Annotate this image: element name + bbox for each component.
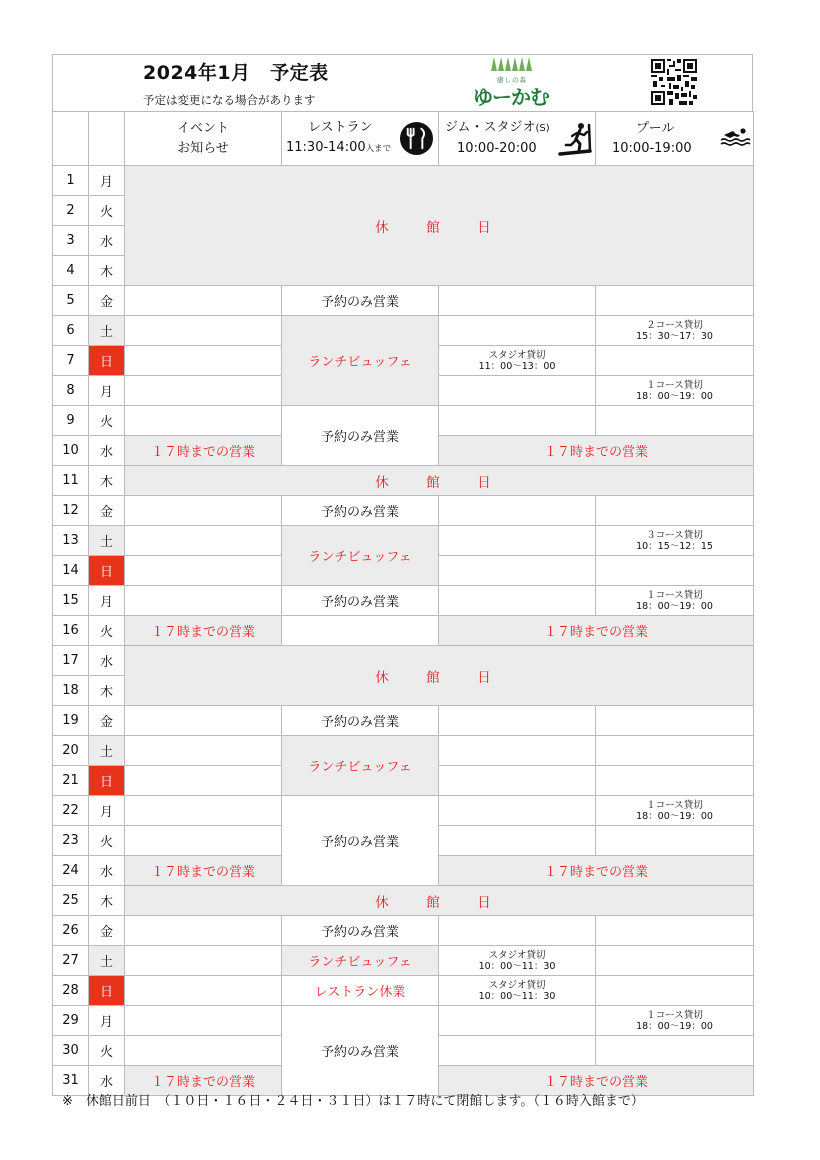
day-number: 3 [53, 226, 89, 256]
pool-cell [596, 736, 754, 766]
gym-note: スタジオ貸切 [488, 349, 546, 361]
gym-cell [439, 346, 596, 376]
gym-cell [439, 586, 596, 616]
weekday: 土 [89, 946, 125, 976]
pool-note: １コース貸切 [646, 589, 703, 601]
page-title: 2024年1月 予定表 [143, 62, 329, 84]
page-subtitle: 予定は変更になる場合があります [143, 93, 316, 107]
trees-logo-icon [491, 57, 535, 73]
gym-cell [439, 526, 596, 556]
day-number: 31 [53, 1066, 89, 1096]
pool-cell [596, 826, 754, 856]
table-row [53, 736, 754, 766]
pool-note-time: 18：00〜19：00 [636, 1020, 713, 1032]
gym-pool-cell: １７時までの営業 [439, 616, 754, 646]
gym-cell [439, 976, 596, 1006]
table-row [53, 586, 754, 616]
table-row [53, 706, 754, 736]
table-row [53, 496, 754, 526]
day-number: 21 [53, 766, 89, 796]
restaurant-cell: 予約のみ営業 [282, 796, 439, 886]
event-cell [125, 376, 282, 406]
pool-cell [596, 406, 754, 436]
table-row [53, 466, 754, 496]
event-cell [125, 736, 282, 766]
closed-day-cell [125, 166, 754, 286]
gym-cell [439, 496, 596, 526]
day-number: 11 [53, 466, 89, 496]
pool-cell [596, 316, 754, 346]
day-number: 25 [53, 886, 89, 916]
logo-name: ゆーかむ [473, 85, 549, 109]
pool-cell [596, 376, 754, 406]
weekday: 月 [89, 376, 125, 406]
table-row [53, 526, 754, 556]
pool-cell [596, 976, 754, 1006]
treadmill-runner-icon [557, 120, 593, 158]
schedule-sheet [52, 54, 753, 1096]
table-row [53, 316, 754, 346]
pool-note: １コース貸切 [646, 379, 703, 391]
weekday: 水 [89, 646, 125, 676]
day-number: 23 [53, 826, 89, 856]
pool-cell [596, 346, 754, 376]
event-cell [125, 316, 282, 346]
event-cell [125, 1036, 282, 1066]
restaurant-cell: 予約のみ営業 [282, 1006, 439, 1096]
weekday: 水 [89, 1066, 125, 1096]
table-row [53, 946, 754, 976]
event-cell: １７時までの営業 [125, 856, 282, 886]
day-number: 28 [53, 976, 89, 1006]
pool-cell [596, 526, 754, 556]
restaurant-cell: 予約のみ営業 [282, 586, 439, 616]
weekday: 月 [89, 586, 125, 616]
pool-cell [596, 916, 754, 946]
weekday: 土 [89, 736, 125, 766]
pool-cell [596, 946, 754, 976]
pool-note-time: 18：00〜19：00 [636, 810, 713, 822]
restaurant-cell: 予約のみ営業 [282, 706, 439, 736]
day-number: 20 [53, 736, 89, 766]
table-row [53, 286, 754, 316]
header-restaurant-label: レストラン [308, 120, 373, 135]
table-row [53, 886, 754, 916]
weekday: 日 [89, 976, 125, 1006]
pool-cell [596, 586, 754, 616]
header-pool [596, 112, 754, 166]
facility-logo [473, 57, 549, 109]
column-header-row [53, 112, 754, 166]
restaurant-cell: レストラン休業 [282, 976, 439, 1006]
pool-note-time: 15：30〜17：30 [636, 330, 713, 342]
event-cell [125, 1006, 282, 1036]
header-pool-hours: 10:00-19:00 [612, 140, 692, 156]
gym-note-time: 10：00〜11：30 [478, 960, 556, 972]
gym-cell [439, 376, 596, 406]
pool-note: ２コース貸切 [646, 319, 703, 331]
event-cell [125, 946, 282, 976]
day-number: 22 [53, 796, 89, 826]
event-cell [125, 526, 282, 556]
day-number: 6 [53, 316, 89, 346]
day-number: 12 [53, 496, 89, 526]
restaurant-cell: 予約のみ営業 [282, 496, 439, 526]
weekday: 月 [89, 166, 125, 196]
event-cell: １７時までの営業 [125, 436, 282, 466]
table-row [53, 406, 754, 436]
gym-pool-cell: １７時までの営業 [439, 856, 754, 886]
day-number: 5 [53, 286, 89, 316]
weekday: 日 [89, 556, 125, 586]
day-number: 15 [53, 586, 89, 616]
day-number: 26 [53, 916, 89, 946]
restaurant-cell: 予約のみ営業 [282, 286, 439, 316]
qr-code-icon [651, 59, 697, 105]
schedule-header [52, 54, 753, 111]
event-cell [125, 496, 282, 526]
gym-cell [439, 1006, 596, 1036]
gym-cell [439, 406, 596, 436]
pool-note-time: 10：15〜12：15 [636, 540, 713, 552]
table-row [53, 166, 754, 196]
day-number: 19 [53, 706, 89, 736]
day-number: 9 [53, 406, 89, 436]
day-number: 4 [53, 256, 89, 286]
weekday: 木 [89, 466, 125, 496]
logo-subtitle: 癒しの森 [497, 76, 527, 84]
pool-cell [596, 1036, 754, 1066]
event-cell [125, 826, 282, 856]
weekday: 金 [89, 706, 125, 736]
weekday: 火 [89, 196, 125, 226]
pool-note-time: 18：00〜19：00 [636, 390, 713, 402]
gym-cell [439, 766, 596, 796]
header-event-sublabel: お知らせ [177, 140, 229, 156]
restaurant-cell: 予約のみ営業 [282, 406, 439, 466]
table-row [53, 916, 754, 946]
restaurant-cell: ランチビュッフェ [282, 316, 439, 406]
weekday: 水 [89, 226, 125, 256]
table-row [53, 796, 754, 826]
header-restaurant-hours: 11:30-14:00 [286, 140, 366, 155]
pool-cell [596, 556, 754, 586]
header-restaurant-hours-note: 入まで [365, 144, 392, 154]
pool-cell [596, 766, 754, 796]
table-row [53, 1006, 754, 1036]
gym-note-time: 11：00〜13：00 [478, 360, 556, 372]
day-number: 1 [53, 166, 89, 196]
header-event [125, 112, 282, 166]
pool-note: １コース貸切 [646, 1009, 703, 1021]
closed-day-cell [125, 466, 754, 496]
header-weekday-cell [89, 112, 125, 166]
restaurant-cell: 予約のみ営業 [282, 916, 439, 946]
header-gym-suffix: (S) [535, 123, 550, 134]
day-number: 13 [53, 526, 89, 556]
header-event-label: イベント [176, 120, 229, 136]
day-number: 10 [53, 436, 89, 466]
table-row [53, 616, 754, 646]
day-number: 14 [53, 556, 89, 586]
gym-note: スタジオ貸切 [488, 979, 546, 991]
closed-label: 休 館 日 [375, 669, 503, 686]
gym-cell [439, 736, 596, 766]
header-restaurant [282, 112, 439, 166]
pool-cell [596, 286, 754, 316]
weekday: 火 [89, 1036, 125, 1066]
weekday: 土 [89, 316, 125, 346]
table-row [53, 976, 754, 1006]
event-cell [125, 976, 282, 1006]
pool-cell [596, 1006, 754, 1036]
weekday: 日 [89, 766, 125, 796]
weekday: 月 [89, 1006, 125, 1036]
restaurant-cell: ランチビュッフェ [282, 946, 439, 976]
event-cell [125, 556, 282, 586]
gym-cell [439, 286, 596, 316]
event-cell [125, 346, 282, 376]
header-pool-label: プール [636, 120, 675, 136]
weekday: 月 [89, 796, 125, 826]
day-number: 30 [53, 1036, 89, 1066]
pool-note: ３コース貸切 [646, 529, 703, 541]
swimmer-icon [719, 126, 751, 146]
day-number: 7 [53, 346, 89, 376]
event-cell: １７時までの営業 [125, 1066, 282, 1096]
gym-cell [439, 556, 596, 586]
weekday: 木 [89, 676, 125, 706]
restaurant-cell: ランチビュッフェ [282, 736, 439, 796]
event-cell [125, 406, 282, 436]
restaurant-cell: ランチビュッフェ [282, 526, 439, 586]
pool-cell [596, 496, 754, 526]
weekday: 日 [89, 346, 125, 376]
gym-cell [439, 316, 596, 346]
gym-note-time: 10：00〜11：30 [478, 990, 556, 1002]
restaurant-cell [282, 616, 439, 646]
gym-pool-cell: １７時までの営業 [439, 1066, 754, 1096]
day-number: 27 [53, 946, 89, 976]
closed-label: 休 館 日 [375, 219, 503, 236]
pool-cell [596, 706, 754, 736]
event-cell [125, 706, 282, 736]
gym-cell [439, 946, 596, 976]
weekday: 火 [89, 616, 125, 646]
gym-cell [439, 796, 596, 826]
day-number: 18 [53, 676, 89, 706]
weekday: 水 [89, 436, 125, 466]
weekday: 木 [89, 256, 125, 286]
day-number: 2 [53, 196, 89, 226]
gym-cell [439, 916, 596, 946]
day-number: 29 [53, 1006, 89, 1036]
weekday: 土 [89, 526, 125, 556]
event-cell [125, 766, 282, 796]
day-number: 17 [53, 646, 89, 676]
gym-cell [439, 706, 596, 736]
weekday: 木 [89, 886, 125, 916]
weekday: 火 [89, 826, 125, 856]
weekday: 金 [89, 916, 125, 946]
closed-label: 休 館 日 [375, 894, 503, 911]
event-cell [125, 796, 282, 826]
gym-note: スタジオ貸切 [488, 949, 546, 961]
pool-note: １コース貸切 [646, 799, 703, 811]
closed-day-cell [125, 646, 754, 706]
pool-note-time: 18：00〜19：00 [636, 600, 713, 612]
weekday: 水 [89, 856, 125, 886]
event-cell [125, 286, 282, 316]
event-cell: １７時までの営業 [125, 616, 282, 646]
gym-cell [439, 826, 596, 856]
event-cell [125, 916, 282, 946]
weekday: 金 [89, 286, 125, 316]
weekday: 火 [89, 406, 125, 436]
gym-pool-cell: １７時までの営業 [439, 436, 754, 466]
day-number: 16 [53, 616, 89, 646]
gym-cell [439, 1036, 596, 1066]
footer-note: ※ 休館日前日 （１０日・１６日・２４日・３１日）は１７時にて閉館します。（１６時入館まで） [62, 1094, 644, 1109]
closed-label: 休 館 日 [375, 474, 503, 491]
schedule-table [52, 111, 754, 1096]
schedule-body [53, 166, 754, 1096]
header-day-cell [53, 112, 89, 166]
header-gym [439, 112, 596, 166]
day-number: 8 [53, 376, 89, 406]
weekday: 金 [89, 496, 125, 526]
fork-knife-icon [399, 121, 434, 156]
table-row [53, 646, 754, 676]
day-number: 24 [53, 856, 89, 886]
pool-cell [596, 796, 754, 826]
closed-day-cell [125, 886, 754, 916]
header-gym-label: ジム・スタジオ [445, 120, 536, 135]
event-cell [125, 586, 282, 616]
header-gym-hours: 10:00-20:00 [457, 141, 537, 156]
